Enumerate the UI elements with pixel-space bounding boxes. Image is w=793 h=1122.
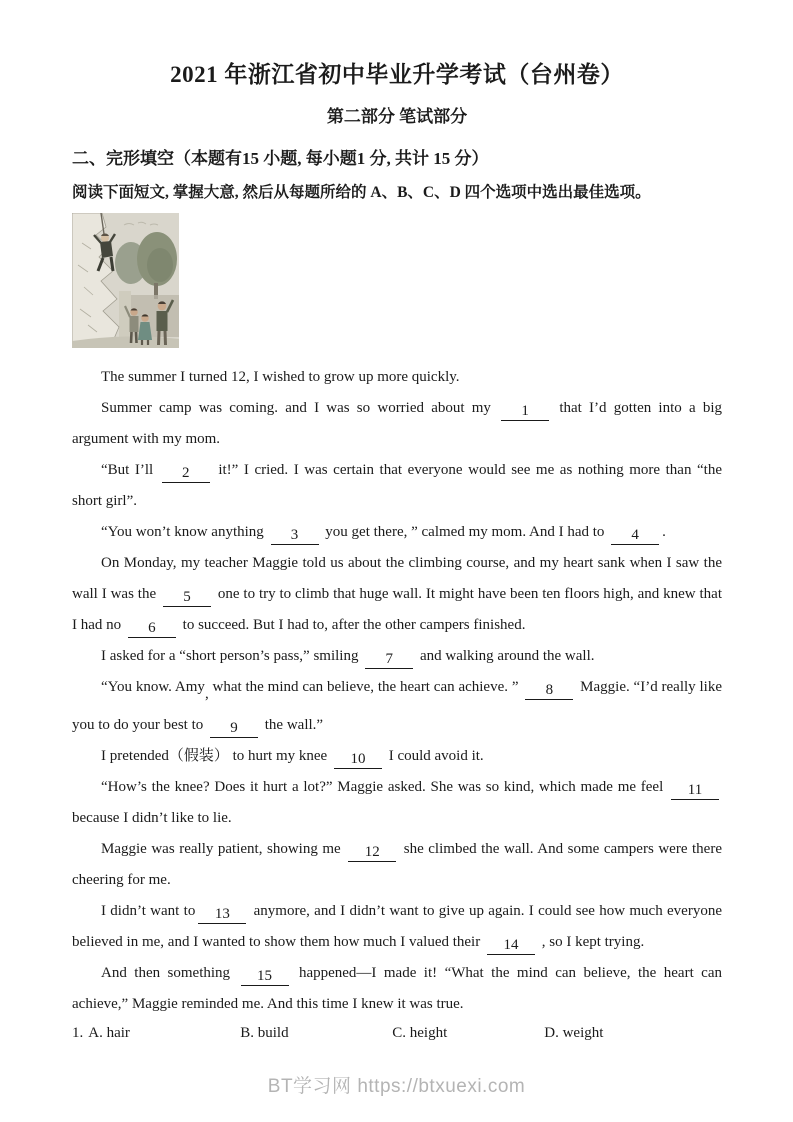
passage-text: “How’s the knee? Does it hurt a lot?” Maggie asked. She was so kind, which made me feel <box>101 778 668 795</box>
passage-paragraph <box>72 958 722 1020</box>
passage-text: to succeed. But I had to, after the other campers finished. <box>178 617 526 633</box>
cloze-blank-13: 13 <box>198 907 246 924</box>
passage-text: anymore, and I didn’t want to give up again. I could see how much everyone believed in me, and I wanted to show them how much I valued their <box>72 902 722 950</box>
passage-paragraph <box>72 672 722 741</box>
question-number: 1. <box>72 1024 84 1041</box>
cloze-blank-8: 8 <box>525 683 573 700</box>
passage-paragraph <box>72 362 722 393</box>
cloze-blank-15: 15 <box>241 969 289 986</box>
question-1-options <box>72 1025 722 1042</box>
passage-text: “But I’ll <box>101 462 159 478</box>
cloze-blank-10: 10 <box>334 752 382 769</box>
passage-text: I could avoid it. <box>384 747 484 764</box>
passage-text: one to try to climb that huge wall. It might have been ten floors high, and knew that I had no <box>72 586 722 633</box>
passage-text: the wall.” <box>261 716 324 733</box>
passage-paragraph <box>72 741 722 772</box>
page-title: 2021 年浙江省初中毕业升学考试（台州卷） <box>170 62 624 87</box>
passage-paragraph <box>72 548 722 641</box>
passage-text: “You won’t know anything <box>101 524 268 540</box>
cloze-blank-14: 14 <box>487 938 535 955</box>
cloze-blank-3: 3 <box>271 528 319 545</box>
option-D: D. weight <box>544 1024 604 1041</box>
passage-text: Maggie was really patient, showing me <box>101 840 346 857</box>
passage-text: what the mind can believe, the heart can achieve. ” <box>208 679 523 695</box>
passage-paragraph <box>72 455 722 517</box>
passage-paragraph <box>72 517 722 548</box>
passage-paragraph <box>72 896 722 958</box>
passage-paragraph <box>72 772 722 834</box>
passage-text: . <box>662 524 666 540</box>
section-instructions: 阅读下面短文, 掌握大意, 然后从每题所给的 A、B、C、D 四个选项中选出最佳选项。 <box>72 184 651 201</box>
climbing-illustration <box>72 213 179 348</box>
cloze-blank-4: 4 <box>611 528 659 545</box>
cloze-passage <box>72 362 722 1020</box>
watermark-footer: BT学习网 https://btxuexi.com <box>267 1076 526 1097</box>
passage-text: it!” I cried. I was certain that everyone would see me as nothing more than “the short girl”. <box>72 462 723 509</box>
passage-text: The summer I turned 12, I wished to grow up more quickly. <box>101 369 460 385</box>
section-heading: 二、完形填空（本题有15 小题, 每小题1 分, 共计 15 分） <box>72 149 489 168</box>
cloze-blank-11: 11 <box>671 783 719 800</box>
option-C: C. height <box>392 1024 448 1041</box>
passage-text: happened—I made it! “What the mind can believe, the heart can achieve,” Maggie reminded me. And this time I knew it was true. <box>72 964 722 1012</box>
cloze-blank-9: 9 <box>210 721 258 738</box>
passage-paragraph <box>72 834 722 896</box>
passage-text: and walking around the wall. <box>416 648 595 664</box>
climbing-illustration-svg <box>72 213 179 348</box>
option-A: A. hair <box>88 1024 130 1041</box>
passage-text: I pretended（假装） to hurt my knee <box>101 747 331 764</box>
cloze-blank-12: 12 <box>348 845 396 862</box>
passage-text: On Monday, my teacher Maggie told us about the climbing course, and my heart sank when I saw the wall I was the <box>72 555 722 602</box>
passage-text: that I’d gotten into a big argument with my mom. <box>72 400 723 447</box>
cloze-blank-1: 1 <box>501 404 549 421</box>
cloze-blank-7: 7 <box>365 652 413 669</box>
page-subtitle: 第二部分 笔试部分 <box>326 107 468 126</box>
lowered-comma: , <box>204 685 209 702</box>
passage-text: “You know. Amy <box>101 679 205 695</box>
passage-paragraph <box>72 641 722 672</box>
passage-text: , so I kept trying. <box>537 933 645 950</box>
passage-text: And then something <box>101 964 238 981</box>
cloze-blank-2: 2 <box>162 466 210 483</box>
passage-text: you get there, ” calmed my mom. And I had to <box>321 524 609 540</box>
option-B: B. build <box>240 1024 289 1041</box>
passage-text: because I didn’t like to lie. <box>72 809 232 826</box>
passage-text: Summer camp was coming. and I was so worried about my <box>101 400 499 416</box>
passage-text: Maggie. “I’d really like you to do your best to <box>72 679 722 733</box>
passage-text: she climbed the wall. And some campers were there cheering for me. <box>72 840 722 888</box>
passage-text: I asked for a “short person’s pass,” smiling <box>101 648 363 664</box>
passage-paragraph <box>72 393 722 455</box>
cloze-blank-5: 5 <box>163 590 211 607</box>
passage-text: I didn’t want to <box>101 902 196 919</box>
cloze-blank-6: 6 <box>128 621 176 638</box>
